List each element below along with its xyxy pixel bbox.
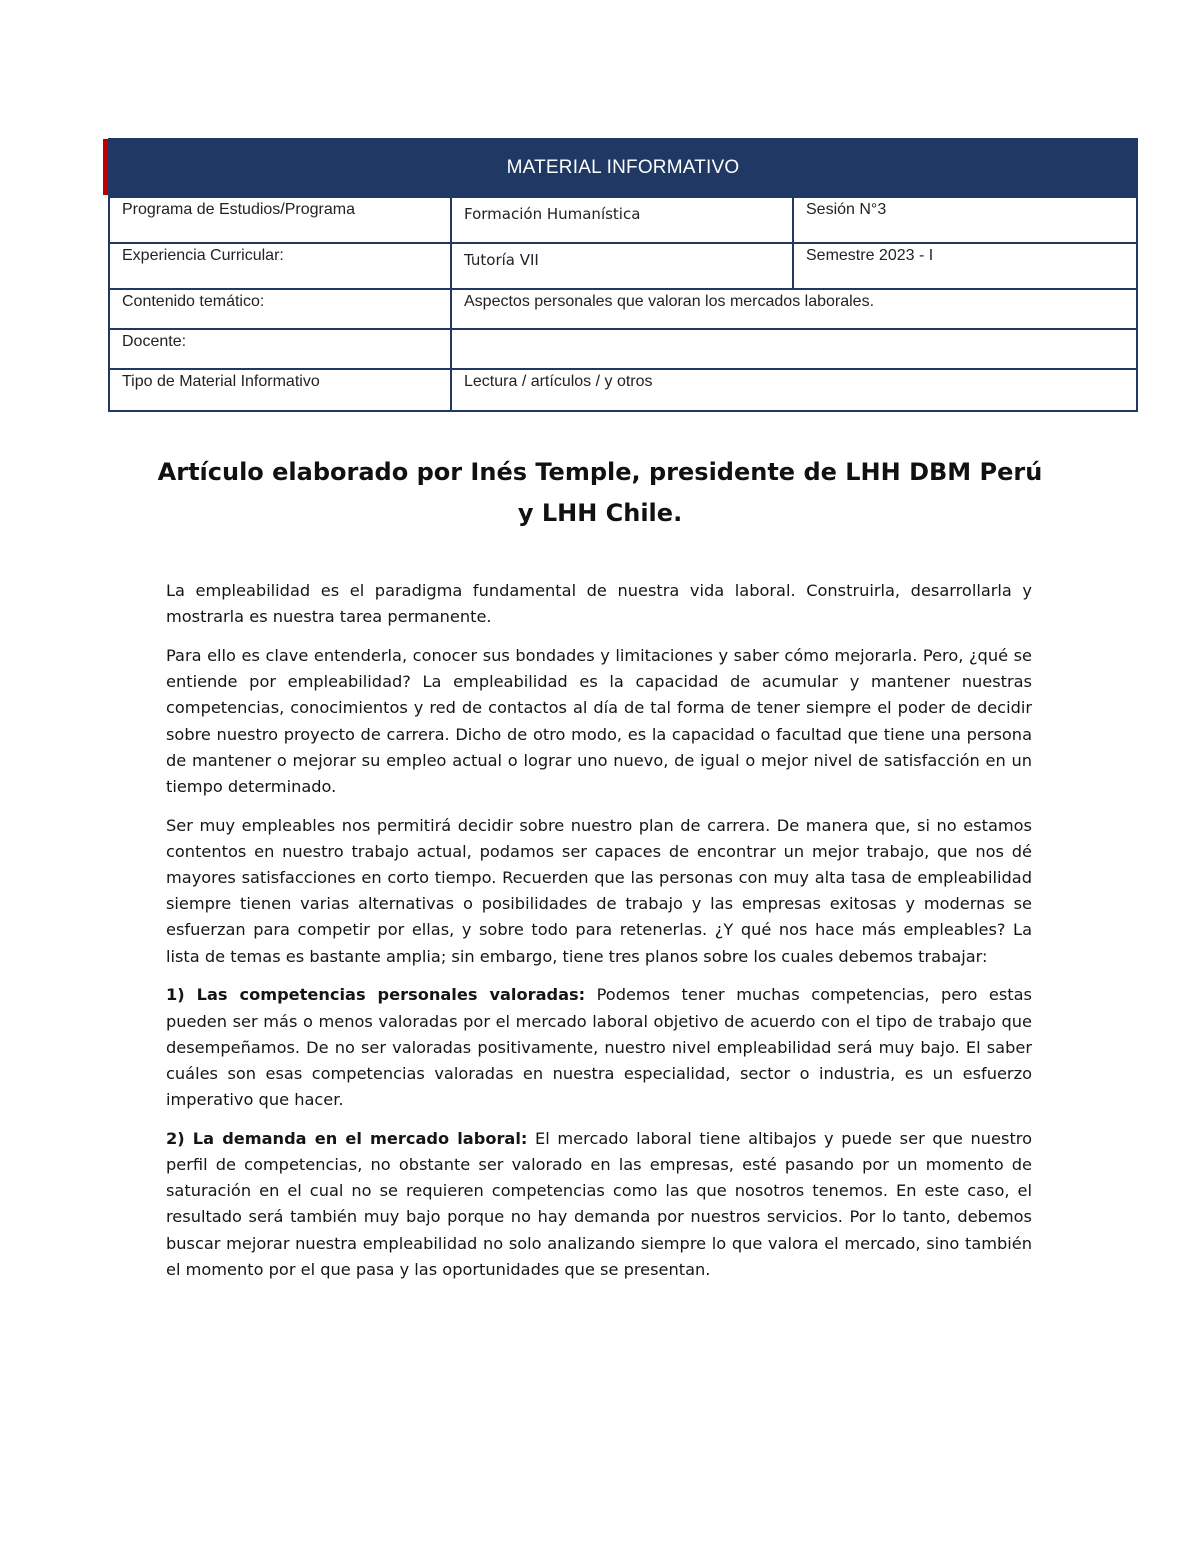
experiencia-label: Experiencia Curricular: <box>110 244 452 288</box>
experiencia-value: Tutoría VII <box>452 244 794 288</box>
article-title-line2: y LHH Chile. <box>517 499 683 527</box>
programa-label: Programa de Estudios/Programa <box>110 198 452 242</box>
docente-label: Docente: <box>110 330 452 368</box>
table-row-tipo <box>110 368 1136 410</box>
paragraph-5 <box>166 1126 1032 1283</box>
programa-value: Formación Humanística <box>452 198 794 242</box>
info-table <box>108 138 1138 412</box>
table-row-contenido <box>110 288 1136 328</box>
article-body <box>166 578 1032 1296</box>
table-row-programa <box>110 196 1136 242</box>
tipo-label: Tipo de Material Informativo <box>110 370 452 410</box>
table-header: MATERIAL INFORMATIVO <box>110 140 1136 196</box>
sesion-value: Sesión N°3 <box>806 201 887 218</box>
article-title-line1: Artículo elaborado por Inés Temple, presidente de LHH DBM Perú <box>157 458 1043 486</box>
paragraph-5-lead: 2) La demanda en el mercado laboral: <box>166 1128 528 1148</box>
table-row-docente <box>110 328 1136 368</box>
paragraph-4 <box>166 982 1032 1113</box>
contenido-label: Contenido temático: <box>110 290 452 328</box>
table-row-experiencia <box>110 242 1136 288</box>
contenido-value: Aspectos personales que valoran los mercados laborales. <box>464 293 875 310</box>
paragraph-5-text: El mercado laboral tiene altibajos y puede ser que nuestro perfil de competencias, no obstante ser valorado en las empresas, esté pasando por un momento de saturación en el cual no se requieren competencias como las que nosotros tenemos. En este caso, el resultado será también muy bajo porque no hay demanda por nuestros servicios. Por lo tanto, debemos buscar mejorar nuestra empleabilidad no solo analizando siempre lo que valora el mercado, sino también el momento por el que pasa y las oportunidades que se presentan. <box>166 1128 1032 1279</box>
paragraph-3: Ser muy empleables nos permitirá decidir sobre nuestro plan de carrera. De manera que, si no estamos contentos en nuestro trabajo actual, podamos ser capaces de encontrar un mejor trabajo, que nos dé mayores satisfacciones en corto tiempo. Recuerden que las personas con muy alta tasa de empleabilidad siempre tienen varias alternativas o posibilidades de trabajo y las empresas exitosas y modernas se esfuerzan para competir por ellas, y sobre todo para retenerlas. ¿Y qué nos hace más empleables? La lista de temas es bastante amplia; sin embargo, tiene tres planos sobre los cuales debemos trabajar: <box>166 815 1032 966</box>
paragraph-4-text: Podemos tener muchas competencias, pero estas pueden ser más o menos valoradas por el mercado laboral objetivo de acuerdo con el tipo de trabajo que desempeñamos. De no ser valoradas positivamente, nuestro nivel empleabilidad será muy bajo. El saber cuáles son esas competencias valoradas en nuestra especialidad, sector o industria, es un esfuerzo imperativo que hacer. <box>166 985 1032 1110</box>
docente-value <box>452 330 1136 368</box>
semestre-value: Semestre 2023 - I <box>806 247 934 264</box>
article-title <box>140 452 1060 534</box>
paragraph-4-lead: 1) Las competencias personales valoradas: <box>166 985 586 1005</box>
paragraph-2: Para ello es clave entenderla, conocer sus bondades y limitaciones y saber cómo mejorarla. Pero, ¿qué se entiende por empleabilidad? La empleabilidad es la capacidad de acumular y mantener nuestras competencias, conocimientos y red de contactos al día de tal forma de tener siempre el poder de decidir sobre nuestro proyecto de carrera. Dicho de otro modo, es la capacidad o facultad que tiene una persona de mantener o mejorar su empleo actual o lograr uno nuevo, de igual o mejor nivel de satisfacción en un tiempo determinado. <box>166 645 1032 796</box>
tipo-value: Lectura / artículos / y otros <box>464 373 653 390</box>
paragraph-1: La empleabilidad es el paradigma fundamental de nuestra vida laboral. Construirla, desarrollarla y mostrarla es nuestra tarea permanente. <box>166 581 1032 627</box>
